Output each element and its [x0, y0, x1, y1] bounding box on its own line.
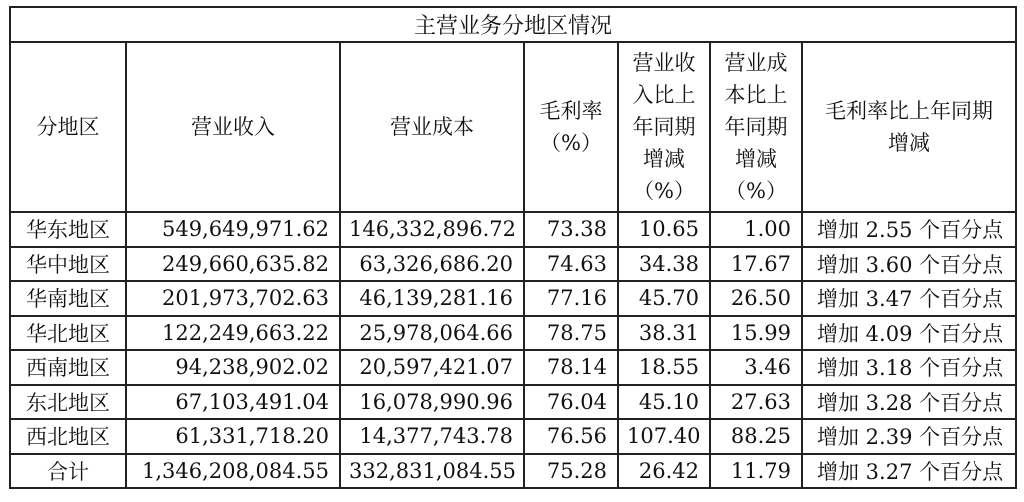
- cell-cost-yoy: 3.46: [710, 350, 802, 385]
- header-cost-yoy-line: 本比上: [724, 83, 788, 107]
- cell-gross-margin: 78.14: [524, 350, 618, 385]
- cell-margin-yoy: 增加 3.27 个百分点: [802, 454, 1016, 489]
- cell-gross-margin: 76.56: [524, 419, 618, 454]
- table-row: [10, 281, 1016, 316]
- cell-region: 西南地区: [10, 350, 126, 385]
- cell-revenue-yoy: 10.65: [618, 212, 710, 247]
- header-margin-yoy-line: 毛利率比上年同期: [825, 99, 993, 123]
- cell-region: 东北地区: [10, 385, 126, 420]
- header-revenue-yoy-unit: （%）: [633, 179, 695, 203]
- cell-cost: 146,332,896.72: [340, 212, 524, 247]
- header-revenue-yoy-line: 增减: [643, 147, 685, 171]
- cell-revenue-yoy: 18.55: [618, 350, 710, 385]
- cell-cost: 16,078,990.96: [340, 385, 524, 420]
- table-row: [10, 212, 1016, 247]
- cell-revenue-yoy: 45.10: [618, 385, 710, 420]
- cell-margin-yoy: 增加 3.18 个百分点: [802, 350, 1016, 385]
- cell-region: 合计: [10, 454, 126, 489]
- header-cost-yoy-line: 增减: [735, 147, 777, 171]
- cell-revenue: 122,249,663.22: [126, 316, 340, 351]
- cell-cost-yoy: 88.25: [710, 419, 802, 454]
- header-cost-yoy-line: 年同期: [724, 115, 788, 139]
- cell-gross-margin: 73.38: [524, 212, 618, 247]
- cell-gross-margin: 75.28: [524, 454, 618, 489]
- cell-cost-yoy: 17.67: [710, 247, 802, 282]
- cell-gross-margin: 74.63: [524, 247, 618, 282]
- header-gross-margin-unit: （%）: [540, 131, 602, 155]
- cell-cost-yoy: 26.50: [710, 281, 802, 316]
- table-row: [10, 350, 1016, 385]
- cell-region: 华东地区: [10, 212, 126, 247]
- cell-margin-yoy: 增加 3.47 个百分点: [802, 281, 1016, 316]
- cell-cost-yoy: 1.00: [710, 212, 802, 247]
- cell-revenue-yoy: 107.40: [618, 419, 710, 454]
- cell-region: 华中地区: [10, 247, 126, 282]
- cell-revenue: 67,103,491.04: [126, 385, 340, 420]
- cell-revenue: 1,346,208,084.55: [126, 454, 340, 489]
- header-revenue: 营业收入: [126, 42, 340, 212]
- cell-region: 西北地区: [10, 419, 126, 454]
- cell-margin-yoy: 增加 3.28 个百分点: [802, 385, 1016, 420]
- cell-margin-yoy: 增加 2.39 个百分点: [802, 419, 1016, 454]
- header-margin-yoy: [802, 42, 1016, 212]
- cell-region: 华南地区: [10, 281, 126, 316]
- header-revenue-yoy-line: 入比上: [632, 83, 696, 107]
- cell-revenue-yoy: 45.70: [618, 281, 710, 316]
- cell-cost-yoy: 11.79: [710, 454, 802, 489]
- header-revenue-yoy-line: 年同期: [632, 115, 696, 139]
- table-row: [10, 316, 1016, 351]
- header-cost-yoy-unit: （%）: [725, 179, 787, 203]
- table-row: [10, 385, 1016, 420]
- cell-cost: 20,597,421.07: [340, 350, 524, 385]
- header-region: 分地区: [10, 42, 126, 212]
- header-cost: 营业成本: [340, 42, 524, 212]
- cell-cost-yoy: 15.99: [710, 316, 802, 351]
- cell-revenue: 61,331,718.20: [126, 419, 340, 454]
- header-gross-margin: [524, 42, 618, 212]
- header-cost-yoy: [710, 42, 802, 212]
- table-title: 主营业务分地区情况: [10, 7, 1016, 42]
- cell-region: 华北地区: [10, 316, 126, 351]
- cell-cost: 14,377,743.78: [340, 419, 524, 454]
- header-margin-yoy-line: 增减: [888, 131, 930, 155]
- table-row-total: [10, 454, 1016, 489]
- cell-revenue: 94,238,902.02: [126, 350, 340, 385]
- cell-cost-yoy: 27.63: [710, 385, 802, 420]
- cell-margin-yoy: 增加 4.09 个百分点: [802, 316, 1016, 351]
- header-gross-margin-line: 毛利率: [539, 99, 603, 123]
- cell-cost: 63,326,686.20: [340, 247, 524, 282]
- header-revenue-yoy: [618, 42, 710, 212]
- cell-gross-margin: 77.16: [524, 281, 618, 316]
- table-row: [10, 419, 1016, 454]
- cell-revenue: 549,649,971.62: [126, 212, 340, 247]
- cell-revenue: 201,973,702.63: [126, 281, 340, 316]
- cell-cost: 46,139,281.16: [340, 281, 524, 316]
- header-cost-yoy-line: 营业成: [724, 51, 788, 75]
- cell-cost: 332,831,084.55: [340, 454, 524, 489]
- cell-revenue-yoy: 26.42: [618, 454, 710, 489]
- cell-gross-margin: 76.04: [524, 385, 618, 420]
- cell-margin-yoy: 增加 2.55 个百分点: [802, 212, 1016, 247]
- cell-revenue-yoy: 34.38: [618, 247, 710, 282]
- regional-business-table: [9, 6, 1017, 489]
- table-row: [10, 247, 1016, 282]
- cell-revenue-yoy: 38.31: [618, 316, 710, 351]
- header-revenue-yoy-line: 营业收: [632, 51, 696, 75]
- cell-revenue: 249,660,635.82: [126, 247, 340, 282]
- cell-cost: 25,978,064.66: [340, 316, 524, 351]
- cell-margin-yoy: 增加 3.60 个百分点: [802, 247, 1016, 282]
- cell-gross-margin: 78.75: [524, 316, 618, 351]
